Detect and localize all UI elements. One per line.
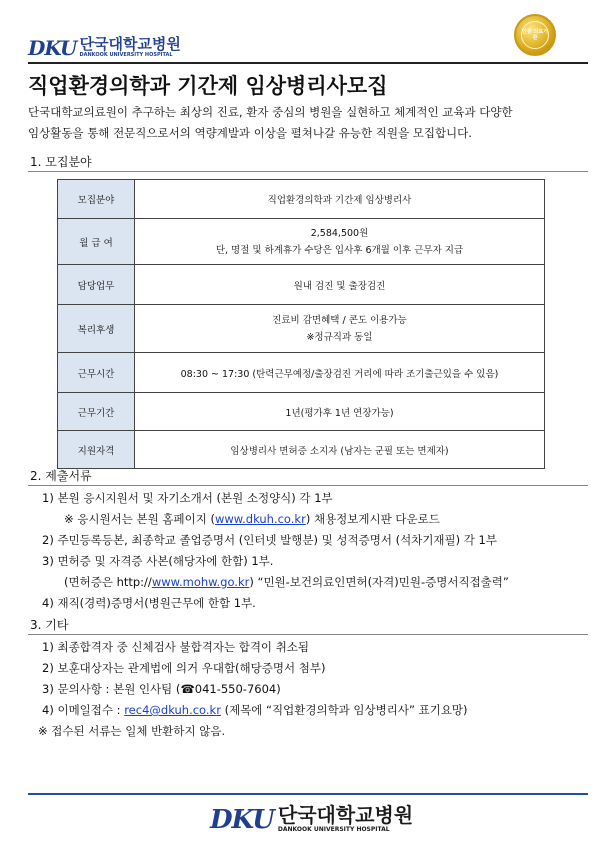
table-row (58, 393, 545, 431)
certification-seal-icon: 인증 의료기관 (514, 14, 556, 56)
list-item: 1) 최종합격자 중 신체검사 불합격자는 합격이 취소됨 (42, 640, 310, 654)
list-item-note: ※ 응시원서는 본원 홈페이지 (www.dkuh.co.kr) 채용정보게시판 다운로드 (64, 512, 440, 526)
row-label: 근무기간 (58, 393, 135, 431)
logo-text: 단국대학교병원 (79, 35, 181, 53)
list-item: 2) 보훈대상자는 관계법에 의거 우대함(해당증명서 첨부) (42, 661, 326, 675)
table-row (58, 431, 545, 469)
section-3-list (38, 637, 590, 742)
homepage-link[interactable]: www.dkuh.co.kr (214, 512, 306, 526)
logo-subtitle: DANKOOK UNIVERSITY HOSPITAL (79, 52, 173, 58)
section-2-list (42, 488, 590, 614)
intro-text (28, 102, 588, 144)
section-1-heading: 1. 모집분야 (30, 155, 92, 169)
row-value: 직업환경의학과 기간제 임상병리사 (135, 180, 545, 219)
row-label: 복리후생 (58, 305, 135, 353)
list-item-note: ※ 접수된 서류는 일체 반환하지 않음. (38, 724, 226, 738)
row-value: 원내 검진 및 출장검진 (135, 265, 545, 305)
logo-mark: DKU (210, 805, 274, 835)
row-value: 08:30 ~ 17:30 (탄력근무예정/출장검진 거리에 따라 조기출근있을 수 있음) (135, 353, 545, 393)
page-title: 직업환경의학과 기간제 임상병리사모집 (28, 74, 388, 98)
section-2-heading: 2. 제출서류 (30, 469, 92, 483)
row-label: 지원자격 (58, 431, 135, 469)
list-item: 2) 주민등록등본, 최종학교 졸업증명서 (인터넷 발행분) 및 성적증명서 (석차기재필) 각 1부 (42, 533, 497, 547)
row-value: 진료비 감면혜택 / 콘도 이용가능 ※정규직과 동일 (135, 305, 545, 353)
list-item: 4) 재직(경력)증명서(병원근무에 한함 1부. (42, 596, 256, 610)
recruitment-table (57, 179, 545, 469)
footer-logo (210, 805, 413, 833)
email-link[interactable]: rec4@dkuh.co.kr (124, 703, 221, 717)
logo-mark: DKU (28, 36, 77, 60)
row-label: 담당업무 (58, 265, 135, 305)
footer-rule (28, 793, 588, 795)
table-row (58, 219, 545, 265)
list-item: 1) 본원 응시지원서 및 자기소개서 (본원 소정양식) 각 1부 (42, 491, 333, 505)
row-value: 2,584,500원 단, 명절 및 하계휴가 수당은 입사후 6개월 이후 근무자 지급 (135, 219, 545, 265)
intro-line-2: 임상활동을 통해 전문직으로서의 역량계발과 이상을 펼쳐나갈 유능한 직원을 모집합니다. (28, 126, 472, 140)
header-rule (28, 62, 588, 64)
row-label: 모집분야 (58, 180, 135, 219)
list-item: 3) 면허증 및 자격증 사본(해당자에 한함) 1부. (42, 554, 274, 568)
table-row (58, 353, 545, 393)
header-logo (28, 36, 181, 58)
row-label: 월 급 여 (58, 219, 135, 265)
table-row (58, 265, 545, 305)
row-label: 근무시간 (58, 353, 135, 393)
list-item: 4) 이메일접수 : rec4@dkuh.co.kr (제목에 “직업환경의학과 임상병리사” 표기요망) (42, 703, 468, 717)
list-item-note: (면허증은 http://www.mohw.go.kr) “민원-보건의료인면허(자격)민원-증명서직접출력” (64, 575, 509, 589)
logo-subtitle: DANKOOK UNIVERSITY HOSPITAL (277, 826, 390, 833)
row-value: 임상병리사 면허증 소지자 (남자는 군필 또는 면제자) (135, 431, 545, 469)
section-3-heading: 3. 기타 (30, 618, 69, 632)
table-row (58, 305, 545, 353)
table-row (58, 180, 545, 219)
section-1-rule (28, 171, 588, 172)
list-item: 3) 문의사항 : 본원 인사팀 (☎041-550-7604) (42, 682, 281, 696)
intro-line-1: 단국대학교의료원이 추구하는 최상의 진료, 환자 중심의 병원을 실현하고 체계적인 교육과 다양한 (28, 105, 513, 119)
section-2-rule (28, 485, 588, 486)
section-3-rule (28, 634, 588, 635)
logo-text: 단국대학교병원 (277, 803, 414, 827)
mohw-link[interactable]: www.mohw.go.kr (151, 575, 250, 589)
row-value: 1년(평가후 1년 연장가능) (135, 393, 545, 431)
